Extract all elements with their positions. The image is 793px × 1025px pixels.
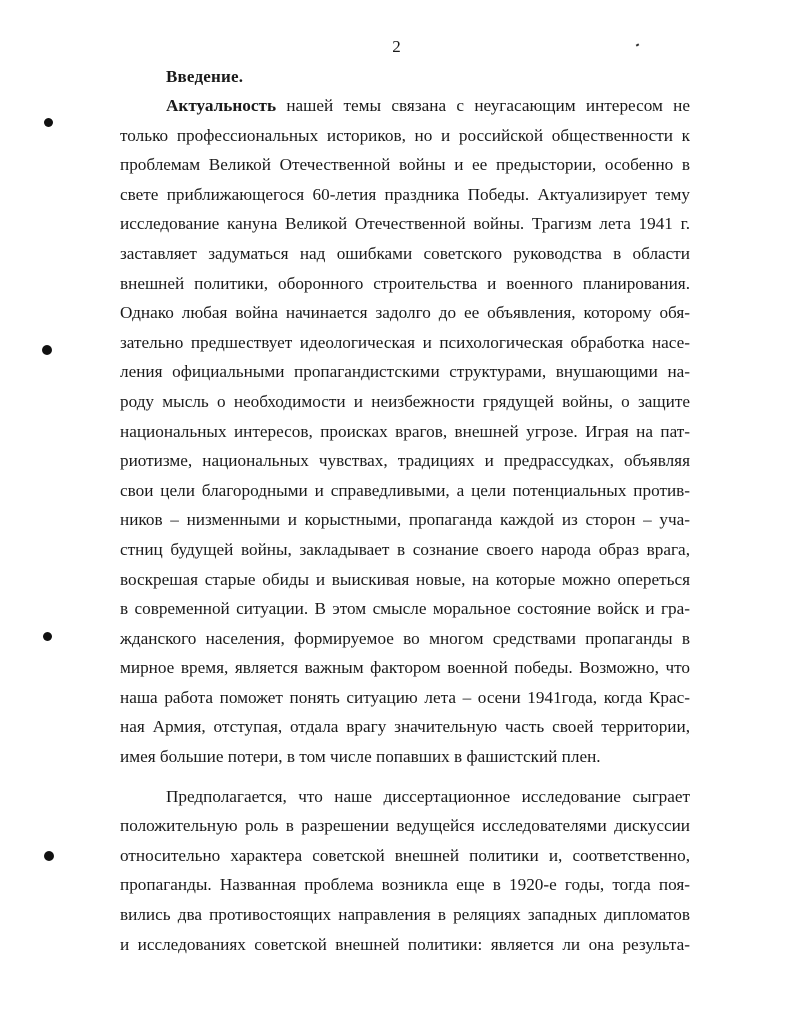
paragraph-line: свои цели благородными и справедливыми, а цели потенциальных против- <box>120 480 690 500</box>
paragraph-line: Актуальность нашей темы связана с неугасающим интересом не <box>166 96 690 115</box>
page-number: 2 <box>392 37 401 56</box>
paragraph-line: только профессиональных историков, но и российской общественности к <box>120 125 690 145</box>
paragraph-line: ников – низменными и корыстными, пропаганда каждой из сторон – уча- <box>120 510 690 530</box>
paragraph-line: ная Армия, отступая, отдала врагу значительную часть своей территории, <box>120 717 690 737</box>
paragraph-line: риотизме, национальных чувствах, традициях и предрассудках, объявляя <box>120 451 690 471</box>
paragraph-line: жданского населения, формируемое во многом средствами пропаганды в <box>120 628 690 648</box>
paragraph-line: свете приближающегося 60-летия праздника Победы. Актуализирует тему <box>120 184 690 204</box>
paragraph-hypothesis <box>120 782 690 960</box>
paragraph-line: имея большие потери, в том числе попавших в фашистский плен. <box>120 747 601 767</box>
paragraph-relevance <box>120 91 690 772</box>
paragraph-line: внешней политики, оборонного строительства и военного планирования. <box>120 273 690 293</box>
binding-hole-mark <box>44 851 54 861</box>
term-relevance: Актуальность <box>166 96 277 115</box>
paragraph-line: и исследованиях советской внешней политики: является ли она результа- <box>120 934 690 954</box>
binding-hole-mark <box>43 632 52 641</box>
section-heading: Введение. <box>166 67 244 86</box>
paragraph-line: заставляет задуматься над ошибками советского руководства в области <box>120 243 690 263</box>
paragraph-line: пропаганды. Названная проблема возникла еще в 1920-е годы, тогда поя- <box>120 875 690 895</box>
paragraph-line: стниц будущей войны, закладывает в сознание своего народа образ врага, <box>120 539 690 559</box>
paragraph-line: в современной ситуации. В этом смысле моральное состояние войск и гра- <box>120 599 690 619</box>
paragraph-line: национальных интересов, происках врагов, внешней угрозе. Играя на пат- <box>120 421 690 441</box>
binding-hole-mark <box>44 118 53 127</box>
paragraph-line: воскрешая старые обиды и выискивая новые, на которые можно опереться <box>120 569 690 589</box>
paragraph-line: ления официальными пропагандистскими структурами, внушающими на- <box>120 362 690 382</box>
paragraph-line: роду мысль о необходимости и неизбежности грядущей войны, о защите <box>120 391 690 411</box>
paragraph-line: проблемам Великой Отечественной войны и ее предыстории, особенно в <box>120 155 690 175</box>
paragraph-line: Предполагается, что наше диссертационное исследование сыграет <box>166 786 690 806</box>
paragraph-line: наша работа поможет понять ситуацию лета – осени 1941года, когда Крас- <box>120 687 690 707</box>
paragraph-line: мирное время, является важным фактором военной победы. Возможно, что <box>120 658 690 678</box>
paragraph-line: вились два противостоящих направления в реляциях западных дипломатов <box>120 905 690 925</box>
paragraph-line: исследование кануна Великой Отечественной войны. Трагизм лета 1941 г. <box>120 214 690 234</box>
paragraph-line: зательно предшествует идеологическая и психологическая обработка насе- <box>120 332 690 352</box>
paragraph-line: Однако любая война начинается задолго до ее объявления, которому обя- <box>120 303 690 323</box>
paragraph-line: относительно характера советской внешней политики и, соответственно, <box>120 845 690 865</box>
document-body <box>120 62 690 959</box>
paragraph-line: положительную роль в разрешении ведущейся исследователями дискуссии <box>120 816 690 836</box>
binding-hole-mark <box>42 345 52 355</box>
